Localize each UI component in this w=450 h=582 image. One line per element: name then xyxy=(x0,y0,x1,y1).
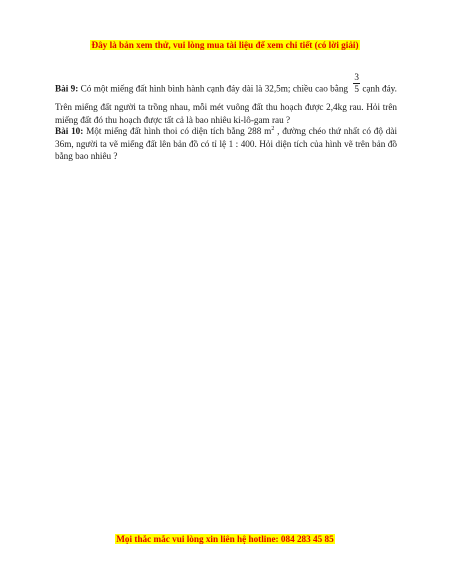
problem-9-text-start: Có một miếng đất hình bình hành cạnh đáy dài là 32,5m; chiều cao bằng xyxy=(78,83,351,94)
hotline-banner xyxy=(0,534,450,545)
fraction-three-fifths xyxy=(353,72,360,95)
problem-10-text-end: , đường chéo thứ nhất có độ dài 36m, người ta vẽ miếng đất lên bản đồ có tỉ lệ 1 : 400. Hỏi diện tích của hình vẽ trên bản đồ bằng bao nhiêu ? xyxy=(55,126,397,162)
preview-notice-text: Đây là bản xem thử, vui lòng mua tài liệu để xem chi tiết (có lời giải) xyxy=(91,40,359,50)
hotline-text: Mọi thắc mắc vui lòng xin liên hệ hotline: 084 283 45 85 xyxy=(116,534,334,544)
problem-9-text-end: cạnh đáy. Trên miếng đất người ta trồng nhau, mỗi mét vuông đất thu hoạch được 2,4kg rau. Hỏi trên miếng đất đó thu hoạch được tất cả là bao nhiêu ki-lô-gam rau ? xyxy=(55,83,397,125)
area-exponent: 2 xyxy=(271,126,275,132)
problem-10-text-start: Một miếng đất hình thoi có diện tích bằng 288 m xyxy=(83,126,272,136)
fraction-numerator: 3 xyxy=(354,72,359,82)
fraction-denominator: 5 xyxy=(354,84,359,94)
preview-notice-banner xyxy=(0,40,450,51)
problem-10 xyxy=(55,125,397,163)
problem-10-label: Bài 10: xyxy=(55,126,84,136)
problem-9-label: Bài 9: xyxy=(55,83,79,94)
problem-9 xyxy=(55,72,397,126)
